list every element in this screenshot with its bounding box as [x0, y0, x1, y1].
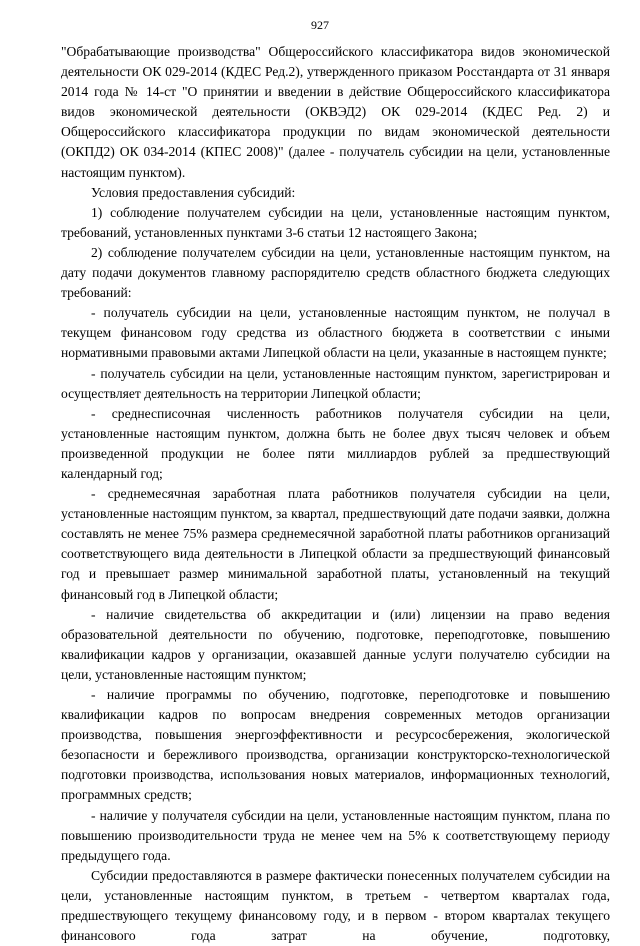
paragraph: - среднемесячная заработная плата работников получателя субсидии на цели, установленные настоящим пунктом, за квартал, предшествующий дате подачи заявки, должна составлять не менее 75% размера среднемесячной заработной платы работников организаций соответствующего вида деятельности в Липецкой области за предшествующий финансовый год и превышает размер минимальной заработной платы, установленный на текущий финансовый год в Липецкой области; — [61, 486, 610, 602]
paragraph: - получатель субсидии на цели, установленные настоящим пунктом, не получал в текущем финансовом году средства из областного бюджета в соответствии с иными нормативными правовыми актами Липецкой области на цели, указанные в настоящем пункте; — [61, 305, 610, 361]
paragraph: Условия предоставления субсидий: — [91, 184, 296, 200]
document-body — [61, 42, 610, 946]
paragraph: "Обрабатывающие производства" Общероссийского классификатора видов экономической деятельности ОК 029-2014 (КДЕС Ред.2), утвержденного приказом Росстандарта от 31 января 2014 года № 14-ст "О принятии и введении в действие Общероссийского классификатора видов экономической деятельности (ОКВЭД2) ОК 029-2014 (КДЕС Ред. 2) и Общероссийского классификатора продукции по видам экономической деятельности (ОКПД2) ОК 034-2014 (КПЕС 2008)" (далее - получатель субсидии на цели, установленные настоящим пунктом). — [61, 44, 610, 180]
paragraph: Субсидии предоставляются в размере фактически понесенных получателем субсидии на цели, установленные настоящим пунктом, в третьем - четвертом кварталах года, предшествующего текущему финансовому году, и в первом - втором кварталах текущего финансового года затрат на обучение, подготовку, — [61, 867, 610, 944]
paragraph: - наличие у получателя субсидии на цели, установленные настоящим пунктом, плана по повышению производительности труда не менее чем на 5% к соответствующему периоду предыдущего года. — [61, 807, 610, 863]
page-number: 927 — [311, 18, 329, 32]
paragraph: - получатель субсидии на цели, установленные настоящим пунктом, зарегистрирован и осуществляет деятельность на территории Липецкой области; — [61, 365, 610, 401]
paragraph: - среднесписочная численность работников получателя субсидии на цели, установленные настоящим пунктом, должна быть не более двух тысяч человек и объем произведенной продукции не более пяти миллиардов рублей за предшествующий календарный год; — [61, 405, 610, 481]
paragraph: 1) соблюдение получателем субсидии на цели, установленные настоящим пунктом, требований, установленных пунктами 3-6 статьи 12 настоящего Закона; — [61, 204, 610, 240]
paragraph: - наличие свидетельства об аккредитации и (или) лицензии на право ведения образовательной деятельности по обучению, подготовке, переподготовке, повышению квалификации кадров у организации, оказавшей данные услуги получателю субсидии на цели, установленные настоящим пунктом; — [61, 606, 610, 682]
paragraph: - наличие программы по обучению, подготовке, переподготовке и повышению квалификации кадров по вопросам внедрения современных методов организации производства, повышения энергоэффективности и ресурсосбережения, экологической безопасности и бережливого производства, организации конструкторско-технологической подготовки производства, использования новых материалов, информационных технологий, программных средств; — [61, 687, 610, 803]
paragraph: 2) соблюдение получателем субсидии на цели, установленные настоящим пунктом, на дату подачи документов главному распорядителю средств областного бюджета следующих требований: — [61, 244, 610, 301]
